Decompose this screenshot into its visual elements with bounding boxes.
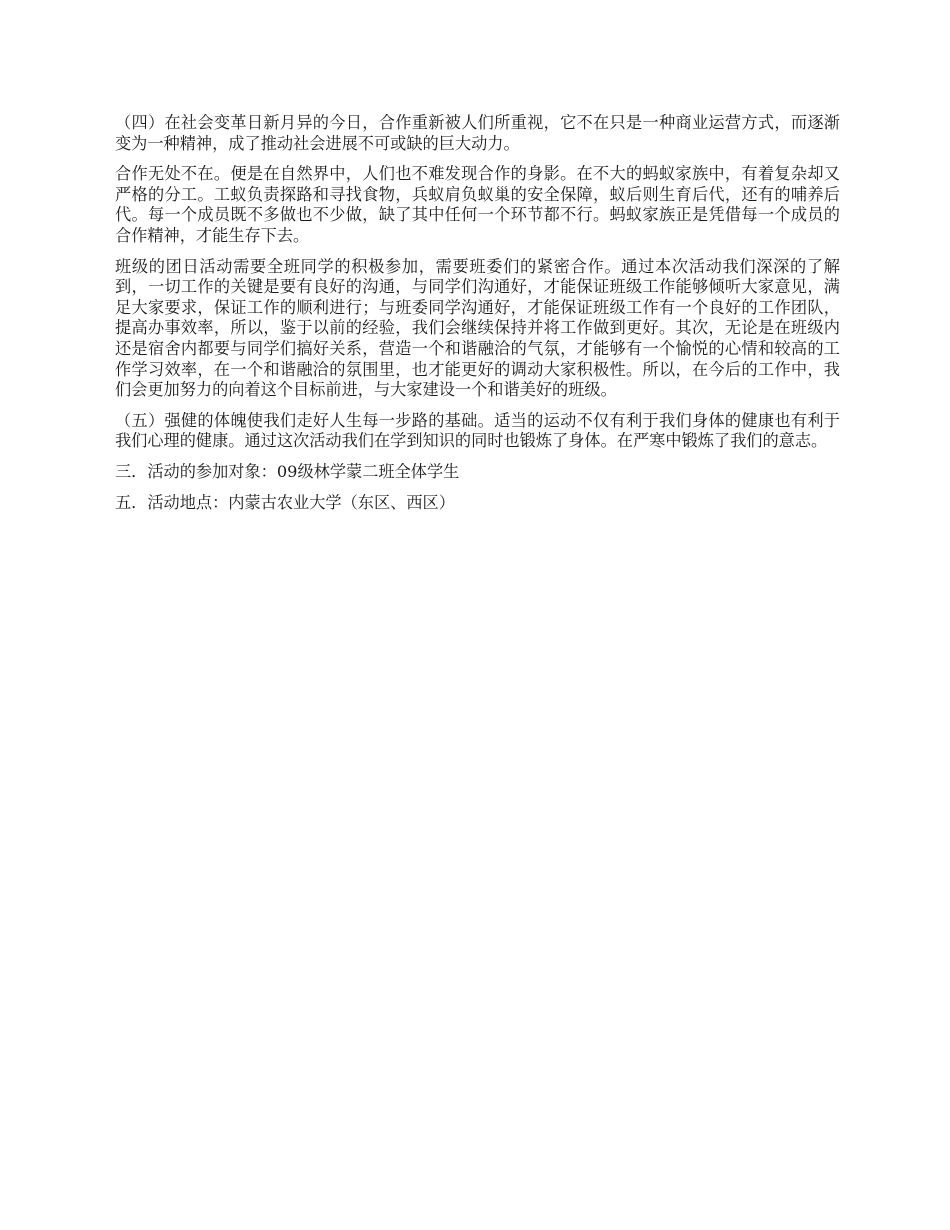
paragraph-participants: 三．活动的参加对象：09级林学蒙二班全体学生 <box>115 461 460 481</box>
paragraph-cooperation-spirit: （四）在社会变革日新月异的今日，合作重新被人们所重视，它不在只是一种商业运营方式，而逐渐变为一种精神，成了推动社会进展不可或缺的巨大动力。 <box>115 113 840 153</box>
paragraph-class-activity: 班级的团日活动需要全班同学的积极参加，需要班委们的紧密合作。通过本次活动我们深深的了解到，一切工作的关键是要有良好的沟通，与同学们沟通好，才能保证班级工作能够倾听大家意见，满足大家要求，保证工作的顺利进行；与班委同学沟通好，才能保证班级工作有一个良好的工作团队，提高办事效率，所以，鉴于以前的经验，我们会继续保持并将工作做到更好。其次，无论是在班级内还是宿舍内都要与同学们搞好关系，营造一个和谐融洽的气氛，才能够有一个愉悦的心情和较高的工作学习效率，在一个和谐融洽的氛围里，也才能更好的调动大家积极性。所以，在今后的工作中，我们会更加努力的向着这个目标前进，与大家建设一个和谐美好的班级。 <box>115 256 840 400</box>
document-body <box>115 113 840 523</box>
paragraph-ant-colony: 合作无处不在。便是在自然界中，人们也不难发现合作的身影。在不大的蚂蚁家族中，有着复杂却又严格的分工。工蚁负责探路和寻找食物，兵蚁肩负蚁巢的安全保障，蚁后则生育后代，还有的哺养后代。每一个成员既不多做也不少做，缺了其中任何一个环节都不行。蚂蚁家族正是凭借每一个成员的合作精神，才能生存下去。 <box>115 164 840 245</box>
paragraph-physical-health: （五）强健的体魄使我们走好人生每一步路的基础。适当的运动不仅有利于我们身体的健康也有利于我们心理的健康。通过这次活动我们在学到知识的同时也锻炼了身体。在严寒中锻炼了我们的意志。 <box>115 410 840 451</box>
paragraph-location: 五．活动地点：内蒙古农业大学（东区、西区） <box>115 492 455 512</box>
